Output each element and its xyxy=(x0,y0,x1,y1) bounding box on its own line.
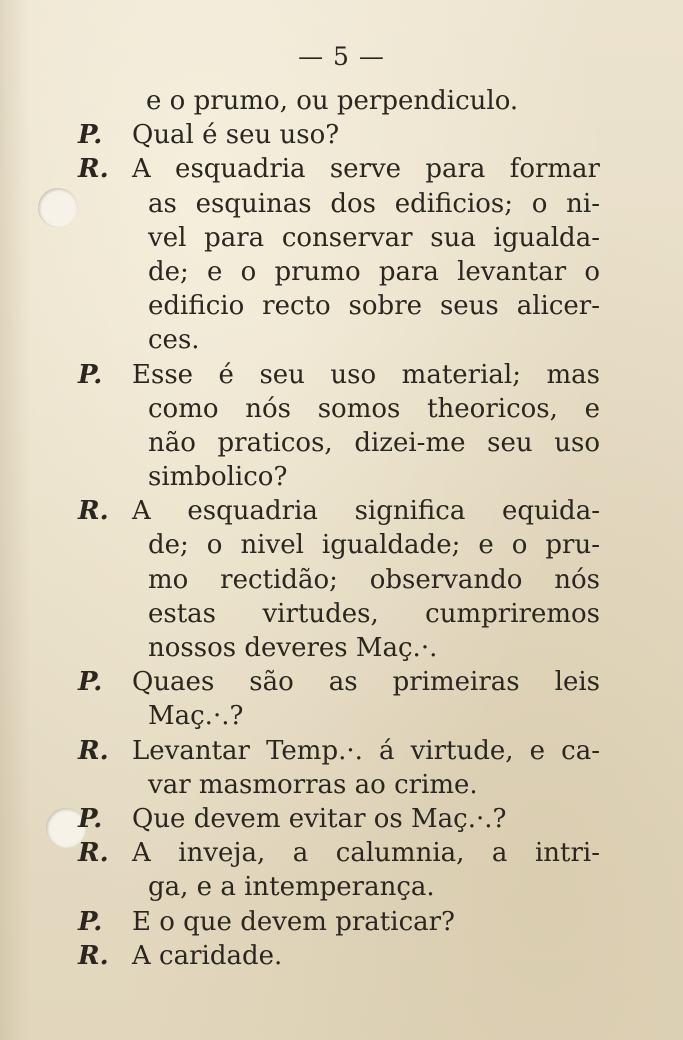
line-text: Levantar Temp.·. á virtude, e ca- xyxy=(132,735,600,766)
line-text: de; e o prumo para levantar o xyxy=(148,256,600,287)
line-text: var masmorras ao crime. xyxy=(148,769,478,800)
speaker-label: R. xyxy=(78,940,109,971)
text-line xyxy=(78,870,600,904)
text-line xyxy=(78,118,600,152)
text-line xyxy=(78,836,600,870)
text-line xyxy=(78,221,600,255)
text-line xyxy=(78,699,600,733)
text-line xyxy=(78,563,600,597)
line-text: as esquinas dos edificios; o ni- xyxy=(148,188,600,219)
speaker-label: P. xyxy=(78,803,103,834)
line-text: Qual é seu uso? xyxy=(132,120,340,151)
punch-hole-top xyxy=(38,188,78,228)
speaker-label: R. xyxy=(78,496,109,527)
line-text: vel para conservar sua igualda- xyxy=(148,222,600,253)
text-line xyxy=(78,597,600,631)
speaker-label: P. xyxy=(78,906,103,937)
text-line xyxy=(78,358,600,392)
text-line xyxy=(78,665,600,699)
text-line xyxy=(78,84,600,118)
line-text: A inveja, a calumnia, a intri- xyxy=(132,838,600,869)
speaker-label: R. xyxy=(78,735,109,766)
text-line xyxy=(78,494,600,528)
text-line xyxy=(78,289,600,323)
line-text: E o que devem praticar? xyxy=(132,906,455,937)
line-text: nossos deveres Maç.·. xyxy=(148,633,438,663)
line-text: A caridade. xyxy=(132,940,283,971)
speaker-label: P. xyxy=(78,359,103,390)
text-line xyxy=(78,426,600,460)
text-line xyxy=(78,734,600,768)
text-line xyxy=(78,187,600,221)
line-text: A esquadria significa equida- xyxy=(132,496,600,527)
text-line xyxy=(78,255,600,289)
speaker-label: R. xyxy=(78,154,109,185)
text-line xyxy=(78,460,600,494)
line-text: simbolico? xyxy=(148,462,288,493)
speaker-label: P. xyxy=(78,667,103,698)
text-line xyxy=(78,392,600,426)
text-line xyxy=(78,631,600,665)
line-text: A esquadria serve para formar xyxy=(132,154,600,185)
text-line xyxy=(78,323,600,357)
line-text: ga, e a intemperança. xyxy=(148,872,435,903)
text-line xyxy=(78,528,600,562)
text-line xyxy=(78,152,600,186)
text-line xyxy=(78,768,600,802)
speaker-label: P. xyxy=(78,120,103,151)
text-line xyxy=(78,905,600,939)
page-edge-shadow xyxy=(0,0,30,1040)
line-text: não praticos, dizei-me seu uso xyxy=(148,427,600,458)
line-text: como nós somos theoricos, e xyxy=(148,393,600,424)
text-line xyxy=(78,802,600,836)
speaker-label: R. xyxy=(78,838,109,869)
line-text: e o prumo, ou perpendiculo. xyxy=(146,86,519,116)
line-text: Que devem evitar os Maç.·.? xyxy=(132,803,507,834)
line-text: estas virtudes, cumpriremos xyxy=(148,598,600,629)
line-text: mo rectidão; observando nós xyxy=(148,564,600,595)
line-text: Maç.·.? xyxy=(148,701,244,732)
page-number: — 5 — xyxy=(298,42,385,71)
line-text: edificio recto sobre seus alicer- xyxy=(148,291,600,322)
line-text: Quaes são as primeiras leis xyxy=(132,667,600,698)
catechism-text xyxy=(78,84,600,973)
text-line xyxy=(78,939,600,973)
line-text: ces. xyxy=(148,325,200,356)
line-text: de; o nivel igualdade; e o pru- xyxy=(148,530,600,561)
line-text: Esse é seu uso material; mas xyxy=(132,359,600,390)
